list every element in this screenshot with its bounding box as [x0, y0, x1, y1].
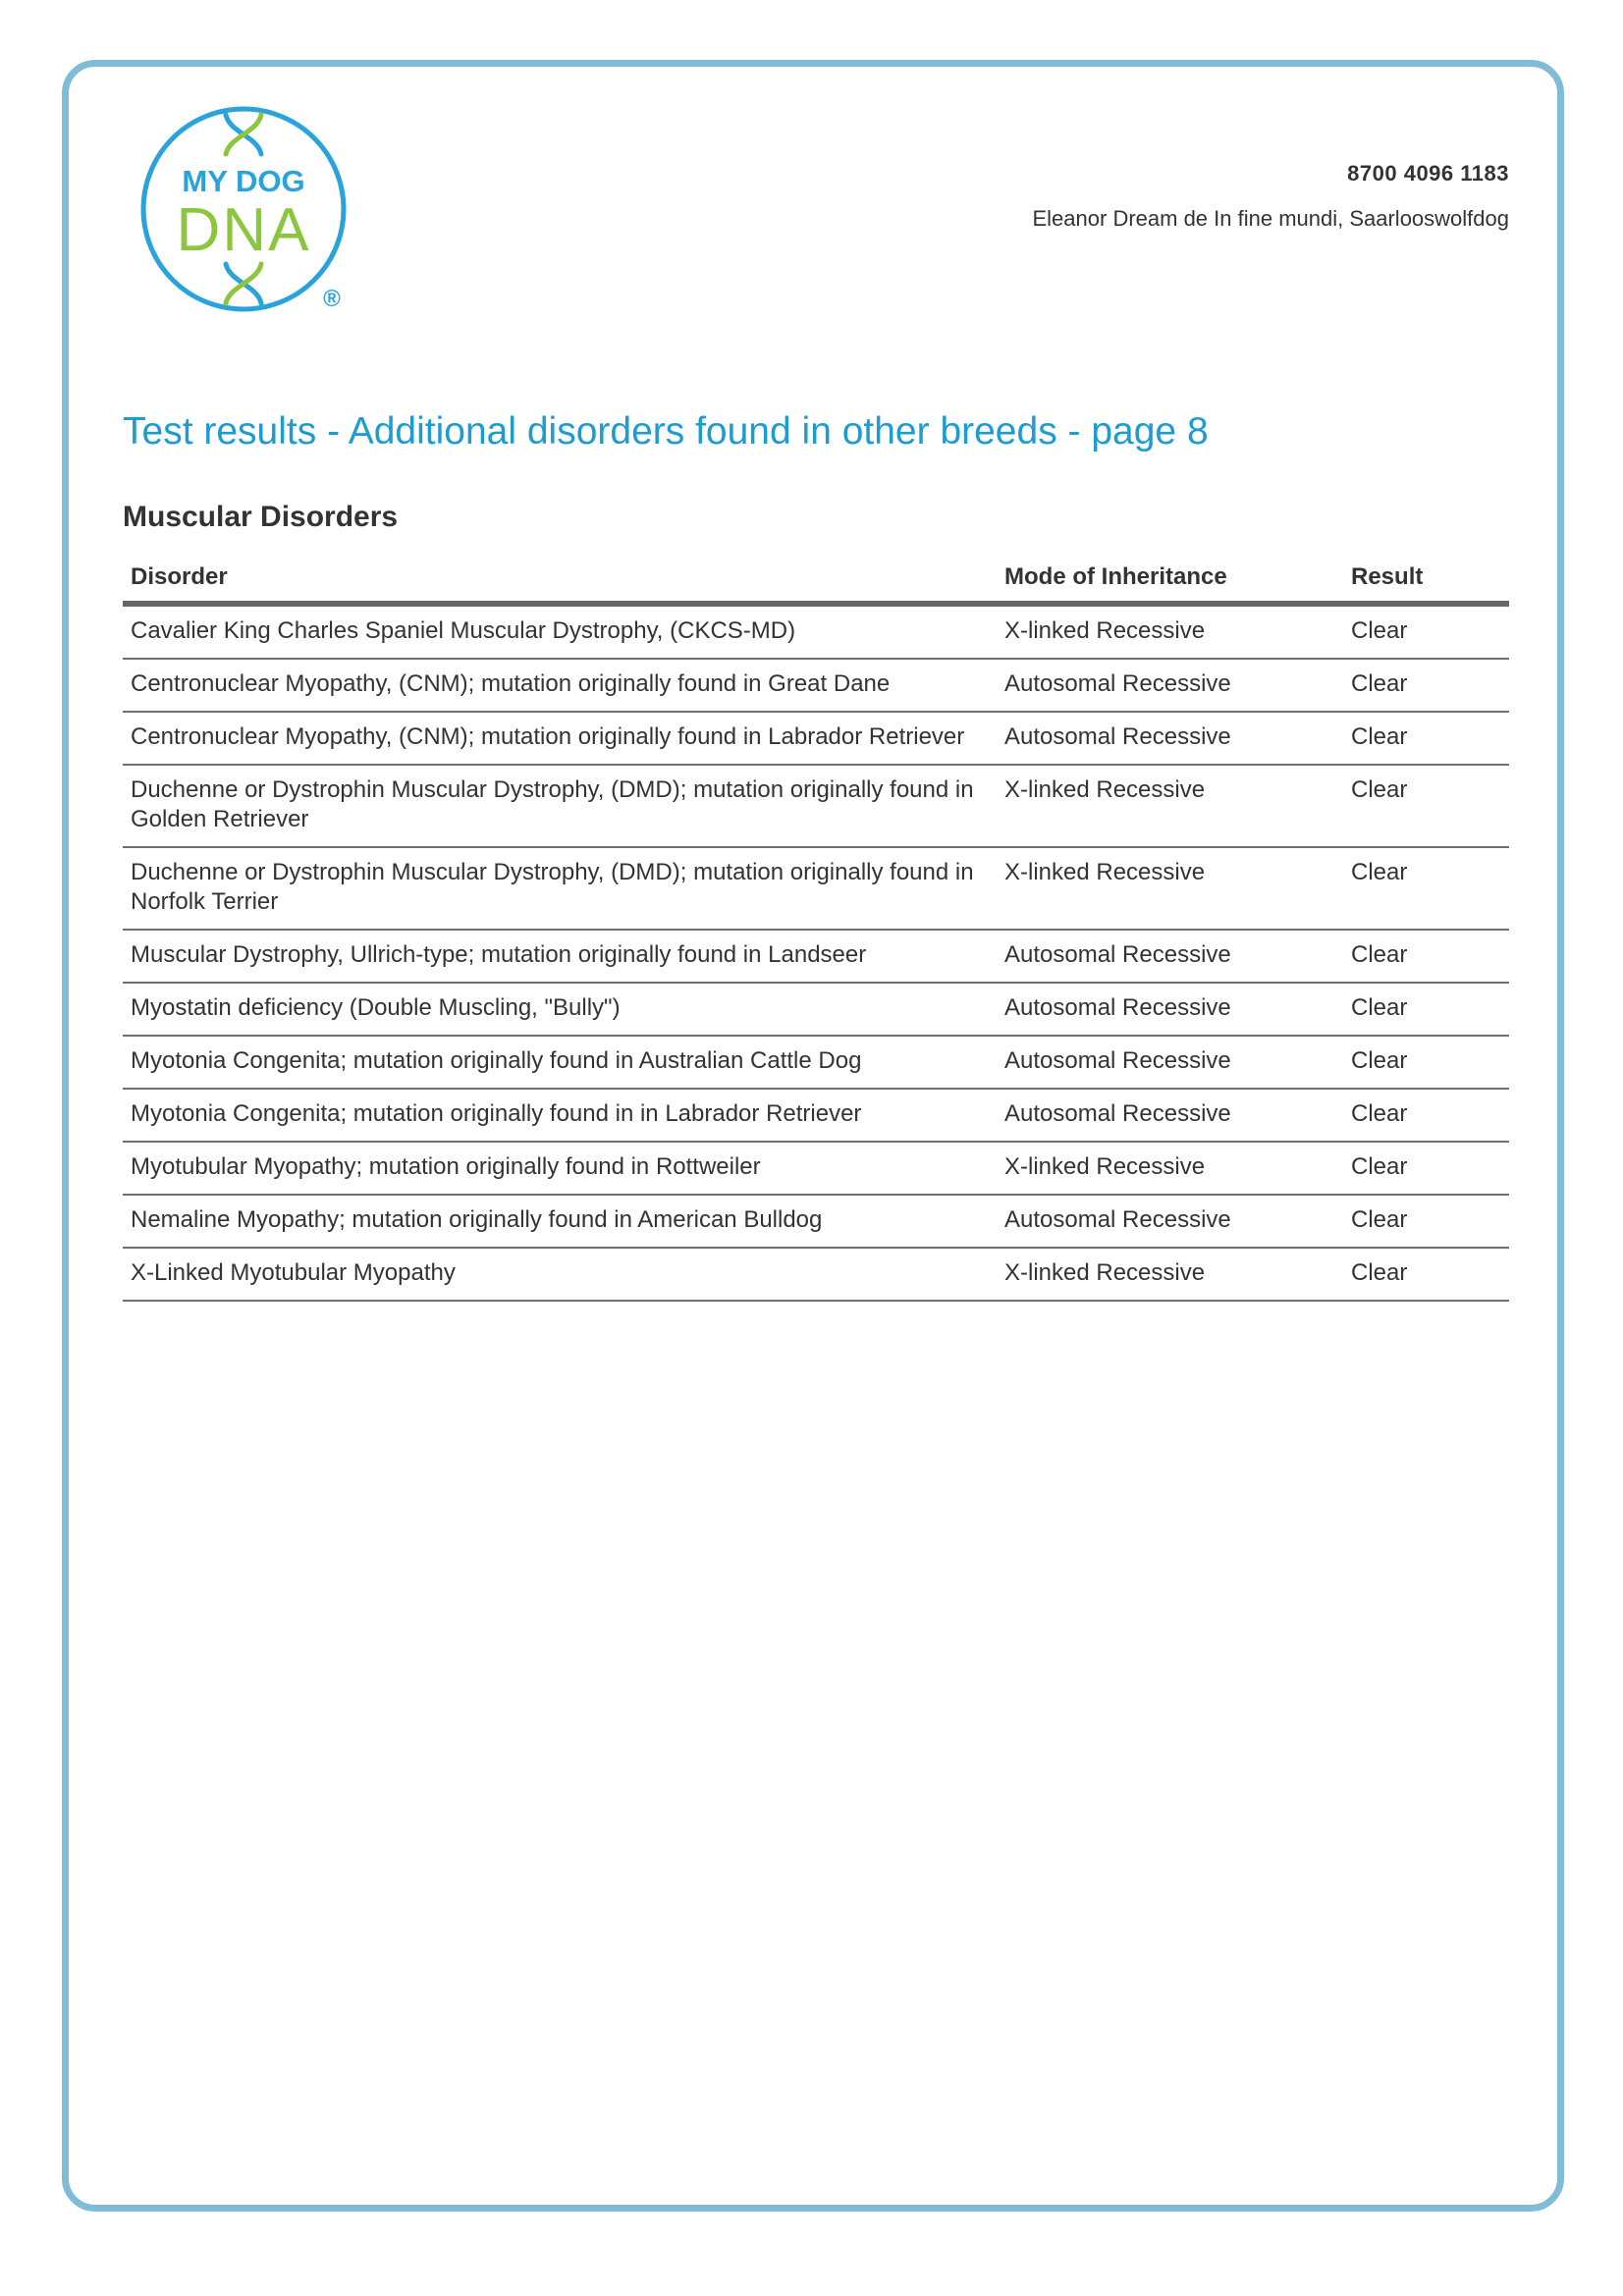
result-cell: Clear — [1343, 847, 1509, 930]
result-cell: Clear — [1343, 1248, 1509, 1301]
table-row — [123, 1142, 1509, 1195]
mode-cell: Autosomal Recessive — [997, 659, 1343, 712]
table-row — [123, 604, 1509, 659]
result-cell: Clear — [1343, 1036, 1509, 1089]
disorder-cell: Centronuclear Myopathy, (CNM); mutation originally found in Great Dane — [123, 659, 997, 712]
mode-cell: Autosomal Recessive — [997, 983, 1343, 1036]
registered-mark: ® — [323, 286, 341, 312]
disorder-cell: Duchenne or Dystrophin Muscular Dystrophy, (DMD); mutation originally found in Golden Retriever — [123, 765, 997, 847]
result-cell: Clear — [1343, 1089, 1509, 1142]
table-row — [123, 712, 1509, 765]
mode-cell: Autosomal Recessive — [997, 712, 1343, 765]
disorder-cell: Myotubular Myopathy; mutation originally found in Rottweiler — [123, 1142, 997, 1195]
mode-cell: X-linked Recessive — [997, 1142, 1343, 1195]
table-header-row — [123, 550, 1509, 604]
section-title: Muscular Disorders — [123, 501, 399, 533]
mode-cell: X-linked Recessive — [997, 847, 1343, 930]
mode-cell: X-linked Recessive — [997, 765, 1343, 847]
table-row — [123, 1248, 1509, 1301]
mode-cell: X-linked Recessive — [997, 604, 1343, 659]
mode-cell: X-linked Recessive — [997, 1248, 1343, 1301]
disorder-cell: Myotonia Congenita; mutation originally found in in Labrador Retriever — [123, 1089, 997, 1142]
dog-name: Eleanor Dream de In fine mundi, Saarlooswolfdog — [1032, 206, 1509, 231]
result-cell: Clear — [1343, 712, 1509, 765]
mode-cell: Autosomal Recessive — [997, 1195, 1343, 1248]
table-row — [123, 847, 1509, 930]
logo-line-1: MY DOG — [182, 164, 305, 198]
page-title: Test results - Additional disorders found in other breeds - page 8 — [123, 410, 1209, 453]
mode-cell: Autosomal Recessive — [997, 1089, 1343, 1142]
mode-cell: Autosomal Recessive — [997, 930, 1343, 983]
disorder-cell: Myostatin deficiency (Double Muscling, "Bully") — [123, 983, 997, 1036]
mode-cell: Autosomal Recessive — [997, 1036, 1343, 1089]
my-dog-dna-logo — [135, 103, 361, 319]
result-cell: Clear — [1343, 765, 1509, 847]
table-row — [123, 1036, 1509, 1089]
table-row — [123, 659, 1509, 712]
column-header-mode: Mode of Inheritance — [997, 550, 1343, 604]
column-header-disorder: Disorder — [123, 550, 997, 604]
disorder-cell: Centronuclear Myopathy, (CNM); mutation originally found in Labrador Retriever — [123, 712, 997, 765]
result-cell: Clear — [1343, 983, 1509, 1036]
disorder-cell: Cavalier King Charles Spaniel Muscular Dystrophy, (CKCS-MD) — [123, 604, 997, 659]
disorder-cell: X-Linked Myotubular Myopathy — [123, 1248, 997, 1301]
sample-id: 8700 4096 1183 — [1347, 161, 1509, 186]
result-cell: Clear — [1343, 604, 1509, 659]
result-cell: Clear — [1343, 659, 1509, 712]
column-header-result: Result — [1343, 550, 1509, 604]
table-row — [123, 930, 1509, 983]
table-row — [123, 983, 1509, 1036]
disorder-cell: Nemaline Myopathy; mutation originally found in American Bulldog — [123, 1195, 997, 1248]
table-row — [123, 1195, 1509, 1248]
table-row — [123, 765, 1509, 847]
disorder-cell: Duchenne or Dystrophin Muscular Dystrophy, (DMD); mutation originally found in Norfolk Terrier — [123, 847, 997, 930]
table-row — [123, 1089, 1509, 1142]
result-cell: Clear — [1343, 1195, 1509, 1248]
result-cell: Clear — [1343, 930, 1509, 983]
report-meta — [1033, 161, 1510, 232]
results-table — [123, 550, 1509, 1302]
result-cell: Clear — [1343, 1142, 1509, 1195]
disorder-cell: Muscular Dystrophy, Ullrich-type; mutation originally found in Landseer — [123, 930, 997, 983]
logo-line-2: DNA — [176, 196, 311, 264]
disorder-cell: Myotonia Congenita; mutation originally found in Australian Cattle Dog — [123, 1036, 997, 1089]
